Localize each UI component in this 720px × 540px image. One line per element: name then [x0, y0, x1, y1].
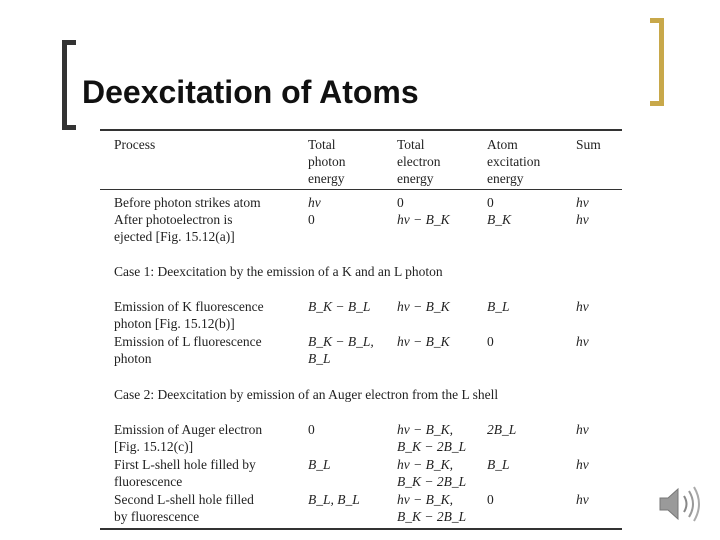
header-atom-1: Atom	[487, 137, 518, 152]
row-first-l-electron-1: hν − B_K,	[397, 457, 453, 472]
row-first-l-atom: B_L	[487, 457, 510, 472]
slide-title: Deexcitation of Atoms	[82, 74, 419, 110]
deexcitation-table	[100, 128, 622, 530]
row-l-fluor-process-2: photon	[114, 351, 152, 366]
speaker-icon[interactable]	[656, 482, 706, 526]
row-auger-electron-2: B_K − 2B_L	[397, 439, 467, 454]
header-rule	[100, 189, 622, 190]
row-l-fluor-atom: 0	[487, 334, 494, 349]
header-photon-3: energy	[308, 171, 345, 186]
row-after-process-2: ejected [Fig. 15.12(a)]	[114, 229, 235, 244]
row-second-l-photon: B_L, B_L	[308, 492, 360, 507]
row-k-fluor-process-1: Emission of K fluorescence	[114, 299, 264, 314]
header-atom-2: excitation	[487, 154, 541, 169]
header-process: Process	[114, 137, 156, 152]
header-electron-3: energy	[397, 171, 434, 186]
row-before-sum: hν	[576, 195, 589, 210]
row-l-fluor-sum: hν	[576, 334, 589, 349]
row-first-l-sum: hν	[576, 457, 589, 472]
row-second-l-sum: hν	[576, 492, 589, 507]
row-before-process: Before photon strikes atom	[114, 195, 261, 210]
row-auger-photon: 0	[308, 422, 315, 437]
row-after-atom: B_K	[487, 212, 512, 227]
row-second-l-process-1: Second L-shell hole filled	[114, 492, 254, 507]
row-second-l-electron-1: hν − B_K,	[397, 492, 453, 507]
row-l-fluor-photon-2: B_L	[308, 351, 331, 366]
row-before-electron: 0	[397, 195, 404, 210]
right-bracket-decoration	[650, 18, 664, 106]
row-second-l-process-2: by fluorescence	[114, 509, 200, 524]
header-electron-2: electron	[397, 154, 441, 169]
row-auger-process-1: Emission of Auger electron	[114, 422, 263, 437]
case-1-heading: Case 1: Deexcitation by the emission of a K and an L photon	[114, 264, 443, 279]
row-first-l-photon: B_L	[308, 457, 331, 472]
row-auger-sum: hν	[576, 422, 589, 437]
row-second-l-atom: 0	[487, 492, 494, 507]
row-auger-electron-1: hν − B_K,	[397, 422, 453, 437]
header-atom-3: energy	[487, 171, 524, 186]
row-k-fluor-electron: hν − B_K	[397, 299, 450, 314]
row-first-l-electron-2: B_K − 2B_L	[397, 474, 467, 489]
row-second-l-electron-2: B_K − 2B_L	[397, 509, 467, 524]
row-after-sum: hν	[576, 212, 589, 227]
row-l-fluor-electron: hν − B_K	[397, 334, 450, 349]
header-electron-1: Total	[397, 137, 425, 152]
table-top-rule	[100, 129, 622, 131]
row-first-l-process-1: First L-shell hole filled by	[114, 457, 256, 472]
row-before-photon: hν	[308, 195, 321, 210]
row-first-l-process-2: fluorescence	[114, 474, 183, 489]
row-after-electron: hν − B_K	[397, 212, 450, 227]
row-l-fluor-process-1: Emission of L fluorescence	[114, 334, 262, 349]
row-k-fluor-process-2: photon [Fig. 15.12(b)]	[114, 316, 235, 331]
header-photon-1: Total	[308, 137, 336, 152]
case-2-heading: Case 2: Deexcitation by emission of an Auger electron from the L shell	[114, 387, 499, 402]
row-auger-process-2: [Fig. 15.12(c)]	[114, 439, 194, 454]
row-k-fluor-sum: hν	[576, 299, 589, 314]
row-after-process-1: After photoelectron is	[114, 212, 233, 227]
row-k-fluor-atom: B_L	[487, 299, 510, 314]
row-auger-atom: 2B_L	[487, 422, 517, 437]
row-k-fluor-photon: B_K − B_L	[308, 299, 371, 314]
left-bracket-decoration	[62, 40, 76, 130]
table-bottom-rule	[100, 528, 622, 530]
row-after-photon: 0	[308, 212, 315, 227]
row-before-atom: 0	[487, 195, 494, 210]
header-sum: Sum	[576, 137, 601, 152]
row-l-fluor-photon-1: B_K − B_L,	[308, 334, 374, 349]
header-photon-2: photon	[308, 154, 346, 169]
